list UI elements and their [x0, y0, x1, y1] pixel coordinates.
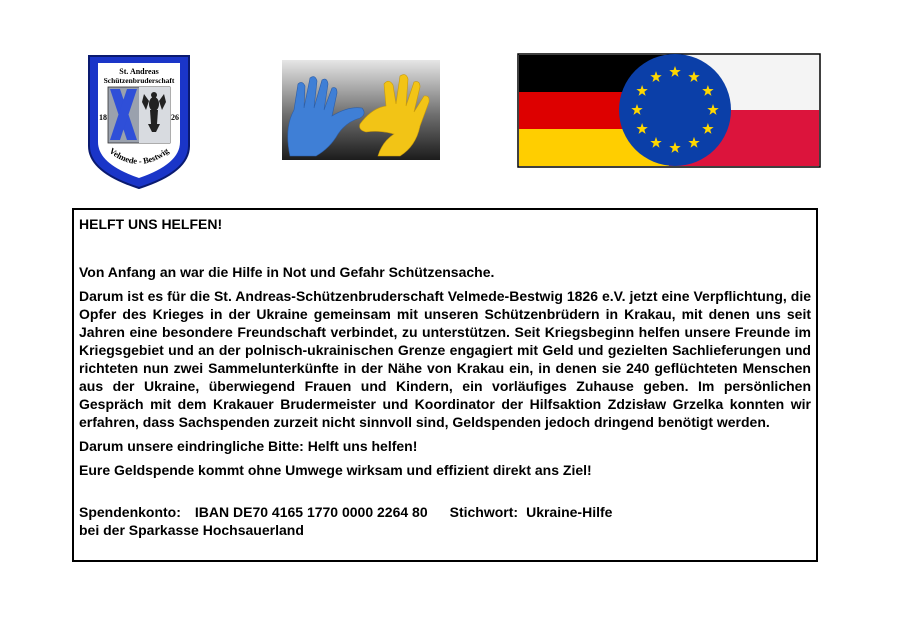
- bank-name: bei der Sparkasse Hochsauerland: [79, 522, 304, 538]
- account-label: Spendenkonto:: [79, 504, 181, 520]
- logo-top-text: St. Andreas: [119, 67, 159, 76]
- logo-bottom-text: Velmede - Bestwig: [107, 145, 171, 167]
- appeal-text-box: [72, 208, 818, 562]
- eu-flag-circle: [619, 54, 731, 166]
- keyword-label: Stichwort:: [449, 504, 519, 520]
- donation-account-line: [79, 503, 811, 521]
- brotherhood-logo: [86, 54, 192, 190]
- iban-value: IBAN DE70 4165 1770 0000 2264 80: [194, 504, 428, 520]
- logo-year-right: 26: [171, 113, 179, 122]
- logo-year-left: 18: [99, 113, 107, 122]
- plea-text: Darum unsere eindringliche Bitte: Helft uns helfen!: [79, 438, 418, 454]
- keyword-value: Ukraine-Hilfe: [526, 504, 613, 520]
- logo-top-text-2: Schützenbruderschaft: [103, 76, 175, 85]
- appeal-heading: HELFT UNS HELFEN!: [79, 216, 223, 232]
- donation-note: Eure Geldspende kommt ohne Umwege wirksam und effizient direkt ans Ziel!: [79, 462, 592, 478]
- ukraine-heart-hands-image: [282, 60, 440, 160]
- intro-text: Von Anfang an war die Hilfe in Not und Gefahr Schützensache.: [79, 264, 495, 280]
- main-paragraph: Darum ist es für die St. Andreas-Schützenbruderschaft Velmede-Bestwig 1826 e.V. jetzt eine Verpflichtung, die Opfer des Krieges in der Ukraine gemeinsam mit unseren Schützenbrüdern in Krakau, mit denen uns seit Jahren eine besondere Freundschaft verbindet, zu unterstützen. Seit Kriegsbeginn helfen unsere Freunde im Kriegsgebiet und an der polnisch-ukrainischen Grenze engagiert mit Geld und gezielten Sachlieferungen und richteten nun zwei Sammelunterkünfte in der Nähe von Krakau ein, in denen sie 240 geflüchteten Menschen aus der Ukraine, überwiegend Frauen und Kindern, ein vorläufiges Zuhause geben. Im persönlichen Gespräch mit dem Krakauer Brudermeister und Koordinator der Hilfsaktion Zdzisław Grzelka konnten wir erfahren, dass Sachspenden zurzeit nicht sinnvoll sind, Geldspenden jedoch dringend benötigt werden.: [79, 288, 811, 430]
- germany-eu-poland-flag: [517, 53, 821, 168]
